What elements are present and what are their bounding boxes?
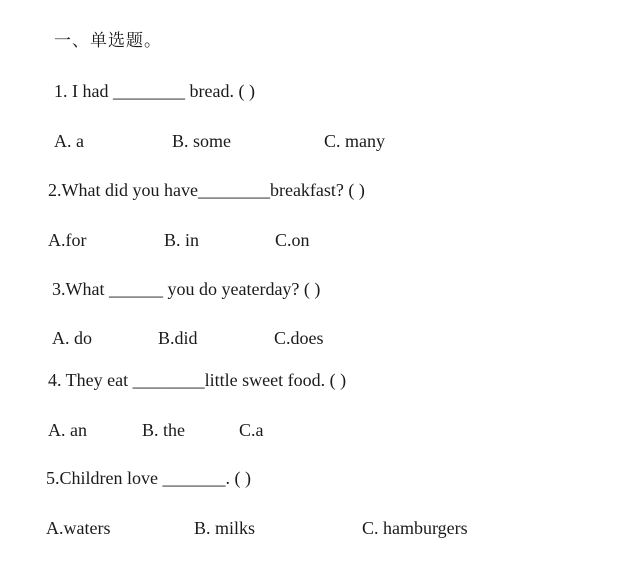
- option-c: C. hamburgers: [362, 518, 468, 538]
- option-b: B. some: [172, 131, 232, 151]
- question-stem: 3.What ______ you do yeaterday? ( ): [52, 279, 321, 299]
- option-c: C. many: [324, 131, 385, 151]
- question-stem: 1. I had ________ bread. ( ): [54, 81, 255, 101]
- option-a: A.for: [48, 230, 87, 250]
- option-a: A. do: [52, 328, 92, 348]
- option-b: B. milks: [194, 518, 256, 538]
- option-c: C.on: [275, 230, 310, 250]
- question-stem: 5.Children love _______. ( ): [46, 468, 251, 488]
- option-a: A.waters: [46, 518, 111, 538]
- option-a: A. an: [48, 420, 87, 440]
- option-a: A. a: [54, 131, 84, 151]
- option-c: C.does: [274, 328, 324, 348]
- section-title: 一、单选题。: [54, 31, 162, 51]
- question-stem: 2.What did you have________breakfast? ( ): [48, 180, 365, 200]
- option-b: B. the: [142, 420, 185, 440]
- option-b: B. in: [164, 230, 200, 250]
- option-b: B.did: [158, 328, 198, 348]
- question-stem: 4. They eat ________little sweet food. ( ): [48, 370, 347, 390]
- option-c: C.a: [239, 420, 264, 440]
